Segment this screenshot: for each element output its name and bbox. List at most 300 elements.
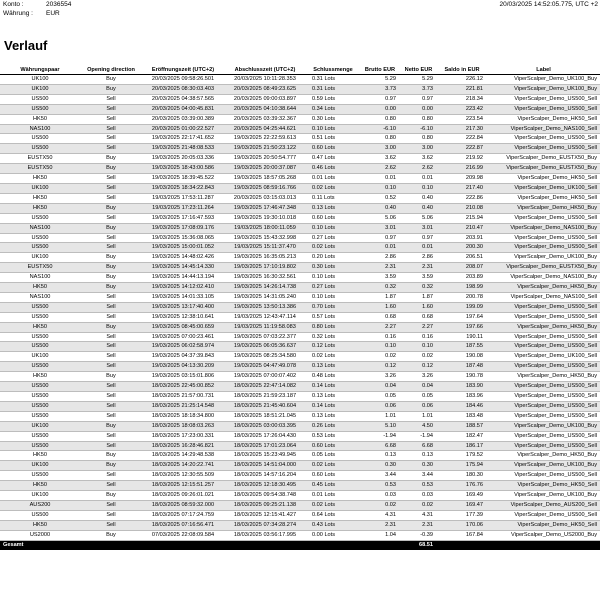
cell-net: 0.12: [400, 362, 437, 372]
cell-open-time: 19/03/2025 17:08:09.176: [142, 223, 224, 233]
cell-label: ViperScalper_Demo_US500_Sell: [487, 332, 600, 342]
cell-pair: HK50: [0, 372, 80, 382]
cell-pair: HK50: [0, 174, 80, 184]
cell-direction: Buy: [80, 203, 142, 213]
cell-close-time: 19/03/2025 20:50:54.777: [224, 154, 306, 164]
cell-open-time: 18/03/2025 17:23:00.331: [142, 431, 224, 441]
table-row: [0, 174, 600, 184]
cell-pair: UK100: [0, 75, 80, 85]
cell-gross: 2.86: [360, 253, 400, 263]
cell-close-time: 18/03/2025 03:00:03.395: [224, 421, 306, 431]
cell-label: ViperScalper_Demo_HK50_Buy: [487, 451, 600, 461]
cell-volume: 0.34 Lots: [306, 104, 360, 114]
cell-pair: HK50: [0, 114, 80, 124]
cell-volume: 0.05 Lots: [306, 451, 360, 461]
cell-gross: 0.01: [360, 243, 400, 253]
cell-balance: 170.06: [437, 520, 487, 530]
table-row: [0, 500, 600, 510]
table-row: [0, 75, 600, 85]
cell-gross: 5.06: [360, 213, 400, 223]
cell-volume: 0.60 Lots: [306, 144, 360, 154]
cell-close-time: 20/03/2025 10:11:28.353: [224, 75, 306, 85]
cell-pair: US500: [0, 510, 80, 520]
cell-pair: US500: [0, 431, 80, 441]
cell-net: 0.01: [400, 174, 437, 184]
cell-direction: Sell: [80, 441, 142, 451]
cell-pair: NAS100: [0, 124, 80, 134]
cell-net: 0.16: [400, 332, 437, 342]
cell-label: ViperScalper_Demo_EUSTX50_Buy: [487, 164, 600, 174]
table-row: [0, 243, 600, 253]
cell-open-time: 07/03/2025 22:08:09.584: [142, 530, 224, 540]
cell-open-time: 20/03/2025 09:58:26.501: [142, 75, 224, 85]
cell-gross: 0.06: [360, 401, 400, 411]
cell-net: 0.80: [400, 134, 437, 144]
cell-balance: 209.98: [437, 174, 487, 184]
cell-open-time: 20/03/2025 04:00:45.831: [142, 104, 224, 114]
cell-label: ViperScalper_Demo_HK50_Buy: [487, 203, 600, 213]
cell-volume: 0.60 Lots: [306, 471, 360, 481]
cell-open-time: 20/03/2025 08:30:03.403: [142, 84, 224, 94]
cell-close-time: 18/03/2025 21:45:40.604: [224, 401, 306, 411]
cell-label: ViperScalper_Demo_US500_Sell: [487, 392, 600, 402]
cell-pair: UK100: [0, 461, 80, 471]
cell-close-time: 19/03/2025 15:43:32.998: [224, 233, 306, 243]
cell-close-time: 19/03/2025 22:22:59.613: [224, 134, 306, 144]
cell-pair: US500: [0, 94, 80, 104]
cell-label: ViperScalper_Demo_HK50_Sell: [487, 193, 600, 203]
cell-close-time: 19/03/2025 08:25:34.580: [224, 352, 306, 362]
cell-label: ViperScalper_Demo_US500_Sell: [487, 401, 600, 411]
cell-pair: HK50: [0, 481, 80, 491]
cell-pair: US500: [0, 243, 80, 253]
cell-pair: US500: [0, 392, 80, 402]
cell-direction: Buy: [80, 283, 142, 293]
cell-label: ViperScalper_Demo_HK50_Buy: [487, 322, 600, 332]
table-row: [0, 193, 600, 203]
cell-open-time: 19/03/2025 15:36:08.065: [142, 233, 224, 243]
col-header-open-time: Eröffnungszeit (UTC+2): [142, 66, 224, 75]
cell-gross: 1.87: [360, 292, 400, 302]
cell-balance: 183.96: [437, 392, 487, 402]
cell-open-time: 18/03/2025 12:15:51.257: [142, 481, 224, 491]
cell-balance: 198.99: [437, 283, 487, 293]
cell-net: 0.13: [400, 451, 437, 461]
table-row: [0, 134, 600, 144]
cell-close-time: 18/03/2025 17:26:04.430: [224, 431, 306, 441]
table-row: [0, 461, 600, 471]
cell-volume: 0.45 Lots: [306, 481, 360, 491]
cell-volume: 0.64 Lots: [306, 510, 360, 520]
cell-volume: 0.10 Lots: [306, 223, 360, 233]
cell-pair: UK100: [0, 491, 80, 501]
cell-close-time: 19/03/2025 19:30:10.018: [224, 213, 306, 223]
cell-gross: 0.03: [360, 491, 400, 501]
cell-label: ViperScalper_Demo_EUSTX50_Buy: [487, 154, 600, 164]
cell-direction: Sell: [80, 481, 142, 491]
cell-pair: US500: [0, 144, 80, 154]
cell-volume: 0.57 Lots: [306, 312, 360, 322]
cell-open-time: 20/03/2025 04:38:57.565: [142, 94, 224, 104]
cell-pair: US500: [0, 401, 80, 411]
cell-net: 0.04: [400, 382, 437, 392]
cell-net: 0.06: [400, 401, 437, 411]
cell-gross: 0.12: [360, 362, 400, 372]
cell-close-time: 18/03/2025 09:25:21.138: [224, 500, 306, 510]
table-row: [0, 372, 600, 382]
cell-open-time: 19/03/2025 04:37:39.843: [142, 352, 224, 362]
cell-gross: 3.73: [360, 84, 400, 94]
cell-balance: 183.48: [437, 411, 487, 421]
cell-gross: 0.97: [360, 94, 400, 104]
cell-direction: Sell: [80, 362, 142, 372]
total-label: Gesamt: [0, 540, 360, 550]
cell-open-time: 19/03/2025 07:00:23.461: [142, 332, 224, 342]
cell-close-time: 19/03/2025 04:47:49.078: [224, 362, 306, 372]
cell-close-time: 19/03/2025 16:30:32.561: [224, 273, 306, 283]
cell-direction: Sell: [80, 342, 142, 352]
cell-volume: 0.27 Lots: [306, 283, 360, 293]
cell-balance: 184.46: [437, 401, 487, 411]
cell-balance: 219.92: [437, 154, 487, 164]
cell-volume: 0.14 Lots: [306, 401, 360, 411]
cell-direction: Sell: [80, 104, 142, 114]
cell-label: ViperScalper_Demo_US500_Sell: [487, 382, 600, 392]
cell-direction: Sell: [80, 213, 142, 223]
cell-open-time: 19/03/2025 17:16:47.593: [142, 213, 224, 223]
cell-close-time: 18/03/2025 12:18:30.495: [224, 481, 306, 491]
cell-volume: 0.31 Lots: [306, 75, 360, 85]
cell-balance: 175.94: [437, 461, 487, 471]
table-row: [0, 154, 600, 164]
cell-close-time: 18/03/2025 22:47:14.082: [224, 382, 306, 392]
table-row: [0, 451, 600, 461]
cell-open-time: 18/03/2025 21:57:00.731: [142, 392, 224, 402]
cell-gross: 2.27: [360, 322, 400, 332]
cell-net: 2.31: [400, 520, 437, 530]
cell-balance: 169.49: [437, 491, 487, 501]
cell-balance: 206.51: [437, 253, 487, 263]
cell-balance: 215.94: [437, 213, 487, 223]
cell-volume: 0.32 Lots: [306, 332, 360, 342]
cell-net: 0.10: [400, 342, 437, 352]
table-row: [0, 292, 600, 302]
cell-direction: Sell: [80, 114, 142, 124]
table-row: [0, 362, 600, 372]
cell-gross: 0.04: [360, 382, 400, 392]
table-row: [0, 352, 600, 362]
cell-balance: 190.78: [437, 372, 487, 382]
cell-close-time: 19/03/2025 13:50:13.386: [224, 302, 306, 312]
cell-gross: 1.01: [360, 411, 400, 421]
cell-open-time: 18/03/2025 16:28:46.821: [142, 441, 224, 451]
cell-net: 3.73: [400, 84, 437, 94]
cell-gross: 0.32: [360, 283, 400, 293]
cell-close-time: 19/03/2025 18:00:11.059: [224, 223, 306, 233]
table-row: [0, 491, 600, 501]
cell-balance: 186.17: [437, 441, 487, 451]
cell-label: ViperScalper_Demo_HK50_Sell: [487, 114, 600, 124]
col-header-close-time: Abschlusszeit (UTC+2): [224, 66, 306, 75]
cell-close-time: 19/03/2025 14:26:14.738: [224, 283, 306, 293]
cell-balance: 226.12: [437, 75, 487, 85]
cell-net: 5.06: [400, 213, 437, 223]
cell-gross: -1.94: [360, 431, 400, 441]
cell-gross: 0.80: [360, 114, 400, 124]
cell-direction: Sell: [80, 243, 142, 253]
cell-balance: 217.30: [437, 124, 487, 134]
col-header-pair: Währungspaar: [0, 66, 80, 75]
table-row: [0, 441, 600, 451]
cell-label: ViperScalper_Demo_HK50_Sell: [487, 481, 600, 491]
cell-gross: 0.10: [360, 342, 400, 352]
cell-balance: 179.52: [437, 451, 487, 461]
table-row: [0, 510, 600, 520]
cell-label: ViperScalper_Demo_US500_Sell: [487, 233, 600, 243]
cell-pair: US500: [0, 441, 80, 451]
table-row: [0, 332, 600, 342]
cell-direction: Sell: [80, 193, 142, 203]
cell-pair: UK100: [0, 253, 80, 263]
cell-gross: 0.05: [360, 392, 400, 402]
konto-value: 2036554: [46, 1, 72, 8]
cell-direction: Buy: [80, 164, 142, 174]
cell-volume: 0.26 Lots: [306, 421, 360, 431]
cell-label: ViperScalper_Demo_US500_Sell: [487, 302, 600, 312]
cell-net: 0.05: [400, 392, 437, 402]
cell-net: 0.97: [400, 94, 437, 104]
cell-volume: 0.02 Lots: [306, 183, 360, 193]
cell-close-time: 19/03/2025 06:05:36.637: [224, 342, 306, 352]
cell-balance: 188.57: [437, 421, 487, 431]
cell-balance: 210.47: [437, 223, 487, 233]
cell-volume: 0.11 Lots: [306, 193, 360, 203]
cell-direction: Sell: [80, 124, 142, 134]
cell-open-time: 18/03/2025 18:18:34.800: [142, 411, 224, 421]
cell-open-time: 19/03/2025 18:43:00.586: [142, 164, 224, 174]
cell-volume: 0.47 Lots: [306, 154, 360, 164]
table-row: [0, 421, 600, 431]
cell-net: 3.00: [400, 144, 437, 154]
cell-pair: UK100: [0, 183, 80, 193]
cell-pair: US500: [0, 382, 80, 392]
cell-label: ViperScalper_Demo_NAS100_Sell: [487, 292, 600, 302]
cell-volume: 0.31 Lots: [306, 84, 360, 94]
cell-direction: Sell: [80, 183, 142, 193]
cell-label: ViperScalper_Demo_US500_Sell: [487, 411, 600, 421]
cell-label: ViperScalper_Demo_UK100_Buy: [487, 491, 600, 501]
cell-volume: 0.10 Lots: [306, 273, 360, 283]
cell-volume: 0.02 Lots: [306, 461, 360, 471]
cell-net: -0.39: [400, 530, 437, 540]
cell-label: ViperScalper_Demo_NAS100_Sell: [487, 124, 600, 134]
cell-label: ViperScalper_Demo_US500_Sell: [487, 342, 600, 352]
col-header-net: Netto EUR: [400, 66, 437, 75]
cell-label: ViperScalper_Demo_AUS200_Sell: [487, 500, 600, 510]
cell-open-time: 19/03/2025 18:39:45.522: [142, 174, 224, 184]
cell-net: 1.01: [400, 411, 437, 421]
cell-open-time: 19/03/2025 14:12:02.410: [142, 283, 224, 293]
cell-direction: Sell: [80, 174, 142, 184]
cell-gross: 0.02: [360, 500, 400, 510]
cell-volume: 0.02 Lots: [306, 243, 360, 253]
cell-direction: Sell: [80, 411, 142, 421]
cell-open-time: 18/03/2025 14:20:22.741: [142, 461, 224, 471]
cell-open-time: 19/03/2025 15:00:01.052: [142, 243, 224, 253]
cell-close-time: 18/03/2025 12:15:41.427: [224, 510, 306, 520]
cell-balance: 223.54: [437, 114, 487, 124]
cell-gross: 0.68: [360, 312, 400, 322]
cell-balance: 217.40: [437, 183, 487, 193]
cell-net: 2.86: [400, 253, 437, 263]
cell-net: 0.10: [400, 183, 437, 193]
cell-volume: 0.10 Lots: [306, 124, 360, 134]
cell-direction: Buy: [80, 154, 142, 164]
cell-net: 0.53: [400, 481, 437, 491]
cell-net: 4.31: [400, 510, 437, 520]
cell-gross: 0.40: [360, 203, 400, 213]
cell-volume: 0.20 Lots: [306, 253, 360, 263]
cell-label: ViperScalper_Demo_US500_Sell: [487, 431, 600, 441]
cell-balance: 190.11: [437, 332, 487, 342]
cell-direction: Sell: [80, 471, 142, 481]
cell-close-time: 18/03/2025 14:57:16.204: [224, 471, 306, 481]
table-row: [0, 302, 600, 312]
cell-gross: 0.53: [360, 481, 400, 491]
cell-gross: 0.01: [360, 174, 400, 184]
cell-close-time: 18/03/2025 09:54:38.748: [224, 491, 306, 501]
cell-volume: 0.59 Lots: [306, 94, 360, 104]
cell-gross: 3.01: [360, 223, 400, 233]
konto-label: Konto :: [3, 1, 24, 8]
table-row: [0, 273, 600, 283]
col-header-balance: Saldo in EUR: [437, 66, 487, 75]
cell-net: -1.94: [400, 431, 437, 441]
cell-gross: 1.04: [360, 530, 400, 540]
cell-label: ViperScalper_Demo_US500_Sell: [487, 104, 600, 114]
cell-open-time: 18/03/2025 07:16:56.471: [142, 520, 224, 530]
table-row: [0, 401, 600, 411]
cell-gross: 6.68: [360, 441, 400, 451]
table-row: [0, 342, 600, 352]
cell-pair: US500: [0, 104, 80, 114]
cell-pair: US500: [0, 312, 80, 322]
cell-volume: 0.13 Lots: [306, 411, 360, 421]
cell-label: ViperScalper_Demo_US500_Sell: [487, 243, 600, 253]
cell-close-time: 19/03/2025 17:10:19.802: [224, 263, 306, 273]
cell-close-time: 20/03/2025 04:25:44.621: [224, 124, 306, 134]
cell-direction: Sell: [80, 312, 142, 322]
cell-volume: 0.27 Lots: [306, 233, 360, 243]
table-row: [0, 183, 600, 193]
cell-gross: 3.00: [360, 144, 400, 154]
table-row: [0, 114, 600, 124]
cell-direction: Sell: [80, 392, 142, 402]
cell-balance: 218.34: [437, 94, 487, 104]
cell-volume: 0.14 Lots: [306, 382, 360, 392]
cell-net: 2.31: [400, 263, 437, 273]
cell-net: 0.40: [400, 193, 437, 203]
cell-volume: 0.10 Lots: [306, 292, 360, 302]
table-row: [0, 223, 600, 233]
cell-balance: 210.08: [437, 203, 487, 213]
cell-pair: US500: [0, 213, 80, 223]
cell-volume: 0.53 Lots: [306, 431, 360, 441]
table-row: [0, 322, 600, 332]
cell-pair: EUSTX50: [0, 263, 80, 273]
cell-label: ViperScalper_Demo_UK100_Buy: [487, 253, 600, 263]
table-row: [0, 124, 600, 134]
cell-balance: 187.55: [437, 342, 487, 352]
cell-pair: NAS100: [0, 292, 80, 302]
cell-pair: US500: [0, 302, 80, 312]
table-row: [0, 520, 600, 530]
cell-gross: 0.00: [360, 104, 400, 114]
table-row: [0, 94, 600, 104]
cell-close-time: 19/03/2025 16:35:05.213: [224, 253, 306, 263]
cell-close-time: 18/03/2025 15:23:49.945: [224, 451, 306, 461]
cell-net: 5.29: [400, 75, 437, 85]
table-row: [0, 431, 600, 441]
cell-balance: 182.47: [437, 431, 487, 441]
cell-gross: 0.52: [360, 193, 400, 203]
cell-open-time: 18/03/2025 08:59:32.000: [142, 500, 224, 510]
cell-direction: Buy: [80, 421, 142, 431]
table-row: [0, 164, 600, 174]
cell-net: 0.32: [400, 283, 437, 293]
page-title: Verlauf: [4, 38, 48, 53]
cell-label: ViperScalper_Demo_US500_Sell: [487, 134, 600, 144]
cell-pair: US500: [0, 362, 80, 372]
cell-direction: Buy: [80, 75, 142, 85]
cell-balance: 216.99: [437, 164, 487, 174]
cell-direction: Buy: [80, 253, 142, 263]
table-row: [0, 104, 600, 114]
cell-open-time: 19/03/2025 21:48:08.533: [142, 144, 224, 154]
cell-volume: 0.30 Lots: [306, 114, 360, 124]
cell-pair: UK100: [0, 421, 80, 431]
cell-direction: Buy: [80, 273, 142, 283]
total-value: 68.51: [360, 540, 437, 550]
cell-direction: Sell: [80, 520, 142, 530]
cell-volume: 0.01 Lots: [306, 174, 360, 184]
cell-balance: 187.48: [437, 362, 487, 372]
cell-open-time: 19/03/2025 18:34:22.843: [142, 183, 224, 193]
cell-net: 0.01: [400, 243, 437, 253]
cell-direction: Sell: [80, 352, 142, 362]
cell-pair: US500: [0, 332, 80, 342]
table-row: [0, 253, 600, 263]
cell-direction: Buy: [80, 451, 142, 461]
cell-volume: 0.13 Lots: [306, 362, 360, 372]
table-row: [0, 144, 600, 154]
cell-close-time: 19/03/2025 18:57:05.268: [224, 174, 306, 184]
cell-close-time: 18/03/2025 17:01:23.064: [224, 441, 306, 451]
cell-pair: US500: [0, 471, 80, 481]
cell-volume: 0.51 Lots: [306, 134, 360, 144]
table-row: [0, 530, 600, 540]
cell-open-time: 19/03/2025 17:53:11.287: [142, 193, 224, 203]
cell-label: ViperScalper_Demo_HK50_Buy: [487, 283, 600, 293]
cell-close-time: 20/03/2025 03:39:32.367: [224, 114, 306, 124]
table-footer-row: [0, 540, 600, 550]
cell-open-time: 19/03/2025 14:45:14.330: [142, 263, 224, 273]
cell-gross: 2.62: [360, 164, 400, 174]
cell-direction: Buy: [80, 223, 142, 233]
cell-label: ViperScalper_Demo_US500_Sell: [487, 94, 600, 104]
cell-pair: US500: [0, 233, 80, 243]
cell-open-time: 19/03/2025 14:44:13.194: [142, 273, 224, 283]
